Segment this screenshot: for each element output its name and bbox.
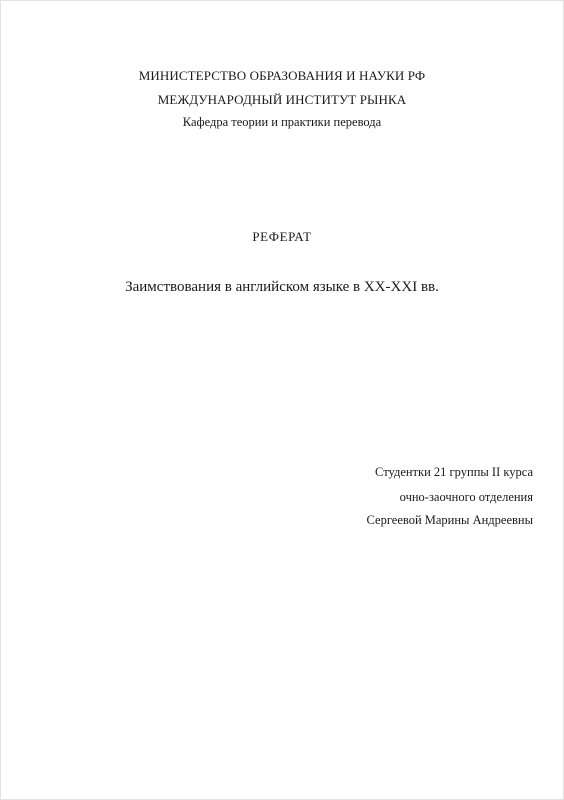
document-type: РЕФЕРАТ <box>252 229 312 244</box>
institute-heading: МЕЖДУНАРОДНЫЙ ИНСТИТУТ РЫНКА <box>157 92 407 107</box>
document-topic: Заимствования в английском языке в XX-XXI вв. <box>125 279 439 295</box>
department-heading: Кафедра теории и практики перевода <box>182 115 382 129</box>
ministry-heading: МИНИСТЕРСТВО ОБРАЗОВАНИЯ И НАУКИ РФ <box>138 68 426 83</box>
author-line-department: очно-заочного отделения <box>399 490 533 504</box>
author-line-name: Сергеевой Марины Андреевны <box>366 513 533 527</box>
author-line-group: Студентки 21 группы II курса <box>375 465 533 479</box>
